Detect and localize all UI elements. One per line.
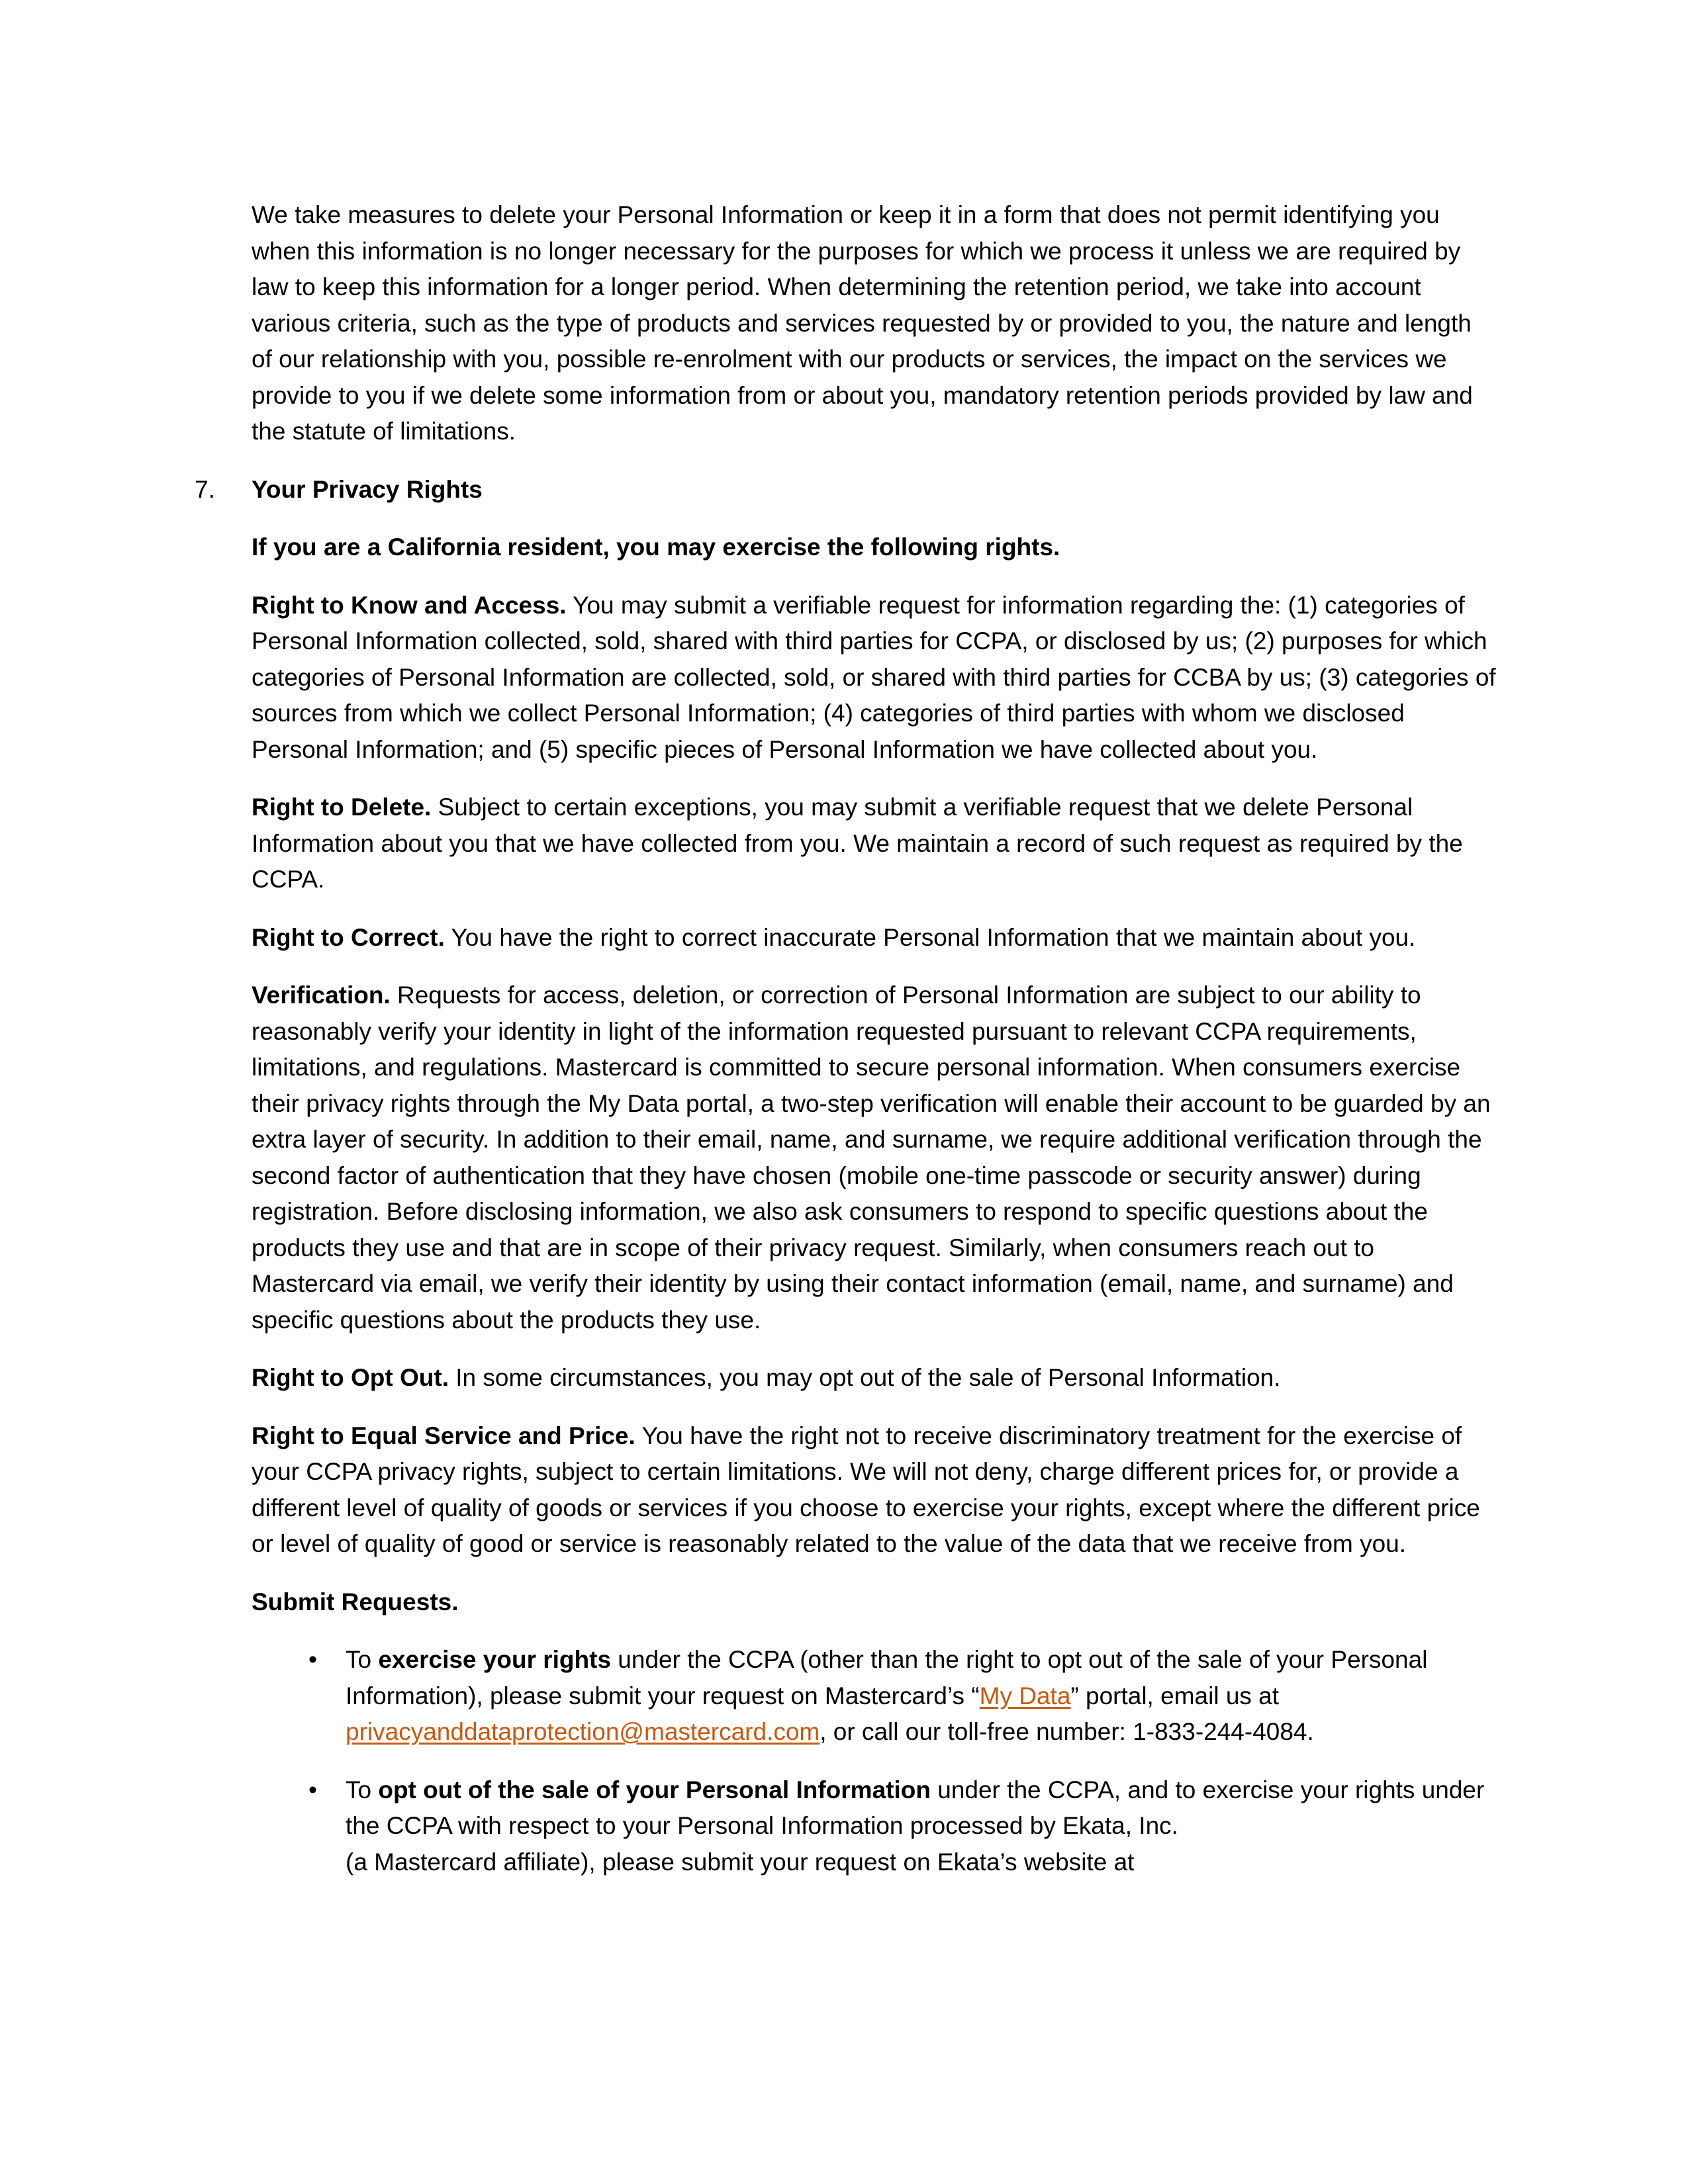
right-title: Verification. [252, 981, 391, 1009]
item-text: ” portal, email us at [1070, 1682, 1280, 1709]
california-intro-text: If you are a California resident, you may exercise the following rights. [252, 533, 1060, 561]
right-opt-out [252, 1360, 1496, 1396]
right-title: Right to Know and Access. [252, 591, 567, 619]
document-body [195, 197, 1496, 1902]
submit-requests-title: Submit Requests. [252, 1588, 459, 1615]
list-item [252, 1772, 1496, 1881]
right-title: Right to Delete. [252, 794, 432, 821]
section-title: Your Privacy Rights [252, 475, 483, 503]
right-equal-service [252, 1418, 1496, 1563]
retention-paragraph: We take measures to delete your Personal Information or keep it in a form that does not permit identifying you when this information is no longer necessary for the purposes for which we process it unless we are required by law to keep this information for a longer period. When determining the retention period, we take into account various criteria, such as the type of products and services requested by or provided to you, the nature and length of our relationship with you, possible re-enrolment with our products or services, the impact on the services we provide to you if we delete some information from or about you, mandatory retention periods provided by law and the statute of limitations. [252, 201, 1473, 445]
verification [252, 978, 1496, 1338]
item-text: under the CCPA (other than the right to opt out of the sale of your Personal Information), please submit your request on Mastercard’s “ [346, 1646, 1428, 1709]
right-know-access [252, 588, 1496, 768]
right-body: You have the right to correct inaccurate Personal Information that we maintain about you. [444, 923, 1416, 951]
my-data-link[interactable]: My Data [979, 1682, 1071, 1709]
submit-requests-list [252, 1642, 1496, 1880]
right-title: Right to Opt Out. [252, 1364, 449, 1391]
right-body: You may submit a verifiable request for information regarding the: (1) categories of Personal Information collected, sold, shared with third parties for CCPA, or disclosed by us; (2) purposes for which categories of Personal Information are collected, sold, or shared with third parties for CCBA by us; (3) categories of sources from which we collect Personal Information; (4) categories of third parties with whom we disclosed Personal Information; and (5) specific pieces of Personal Information we have collected about you. [252, 591, 1496, 763]
right-title: Right to Equal Service and Price. [252, 1422, 635, 1449]
item-prefix: To [346, 1776, 379, 1803]
section-number: 7. [195, 475, 215, 503]
item-bold: exercise your rights [378, 1646, 612, 1673]
submit-requests-heading [252, 1584, 1496, 1621]
section-heading [195, 472, 1496, 508]
item-text: , or call our toll-free number: 1-833-244-4084. [820, 1718, 1314, 1745]
right-body: In some circumstances, you may opt out of the sale of Personal Information. [448, 1364, 1281, 1391]
email-link[interactable]: privacyanddataprotection@mastercard.com [346, 1718, 820, 1745]
california-intro [252, 529, 1496, 566]
right-title: Right to Correct. [252, 923, 445, 951]
item-text: under the CCPA, and to exercise your rights under the CCPA with respect to your Personal Information processed by Ekata, Inc. [346, 1776, 1485, 1839]
list-item [252, 1642, 1496, 1751]
item-bold: opt out of the sale of your Personal Information [378, 1776, 931, 1803]
bullet-icon: • [308, 1646, 317, 1673]
bullet-icon: • [308, 1776, 317, 1803]
right-body: You have the right not to receive discriminatory treatment for the exercise of your CCPA privacy rights, subject to certain limitations. We will not deny, charge different prices for, or provide a different level of quality of goods or services if you choose to exercise your rights, except where the different price or level of quality of good or service is reasonably related to the value of the data that we receive from you. [252, 1422, 1480, 1557]
right-correct [252, 920, 1496, 956]
right-body: Requests for access, deletion, or correction of Personal Information are subject to our ability to reasonably verify your identity in light of the information requested pursuant to relevant CCPA requirements, limitations, and regulations. Mastercard is committed to secure personal information. When consumers exercise their privacy rights through the My Data portal, a two-step verification will enable their account to be guarded by an extra layer of security. In addition to their email, name, and surname, we require additional verification through the second factor of authentication that they have chosen (mobile one-time passcode or security answer) during registration. Before disclosing information, we also ask consumers to respond to specific questions about the products they use and that are in scope of their privacy request. Similarly, when consumers reach out to Mastercard via email, we verify their identity by using their contact information (email, name, and surname) and specific questions about the products they use. [252, 981, 1491, 1334]
right-body: Subject to certain exceptions, you may submit a verifiable request that we delete Personal Information about you that we have collected from you. We maintain a record of such request as required by the CCPA. [252, 794, 1463, 893]
item-prefix: To [346, 1646, 379, 1673]
item-text: (a Mastercard affiliate), please submit your request on Ekata’s website at [346, 1848, 1135, 1876]
right-delete [252, 790, 1496, 898]
